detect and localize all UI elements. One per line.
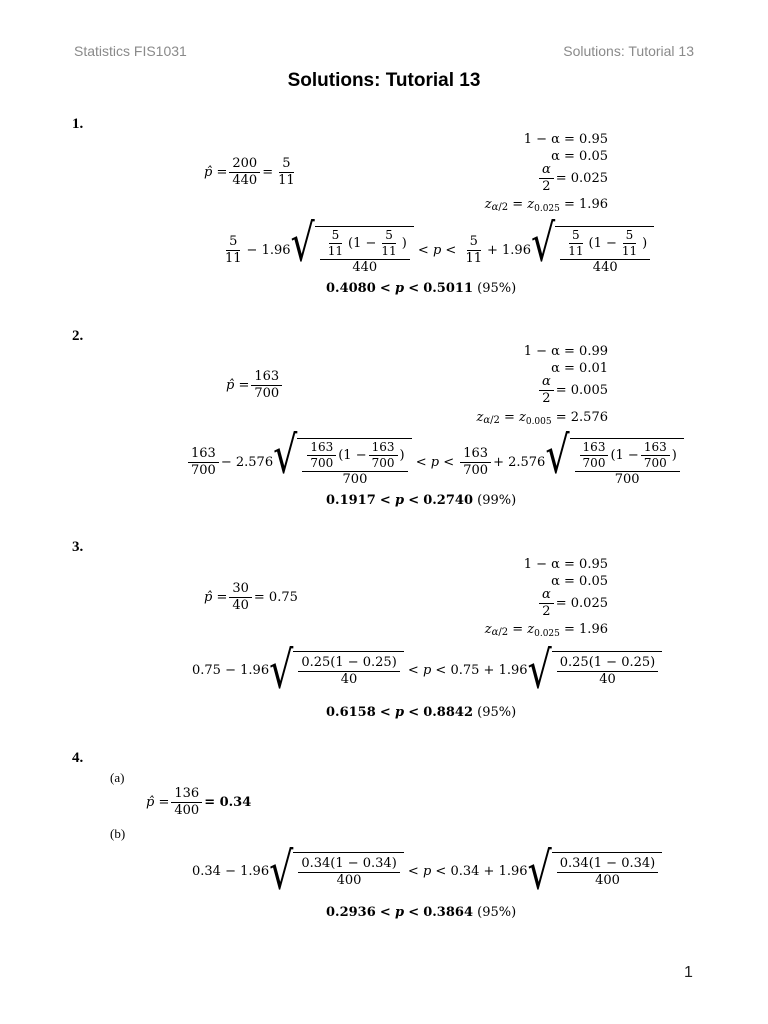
q4-part-a-label: (a) — [110, 770, 125, 785]
q2-z-critical: $z\alpha/2 = z_{0.005} = 2.576$ — [476, 410, 608, 427]
q1-result: 0.4080 < p < 0.5011 (95%) — [326, 281, 517, 296]
q1-z-critical: $z\alpha/2 = z_{0.025} = 1.96$ — [484, 197, 608, 214]
q3-confidence-level: 1 − α = 0.95 — [523, 557, 608, 572]
q3-interval-formula: 0.75 − 1.96 √ $\frac{0.25(1 - 0.25)}{40}$ < p < 0.75 + 1.96 √ $\frac{0.25(1 - 0.25)}{40}$ — [192, 651, 662, 689]
q1-half-alpha: $\frac{\alpha}{2}$ = 0.025 — [537, 163, 608, 195]
q3-half-alpha: $\frac{\alpha}{2}$ = 0.025 — [537, 588, 608, 620]
q1-interval-formula: $\frac{5}{11}$ − 1.96 √ $\frac{5}{11}$ ( 1 − $\frac{5}{11}$ ) 440 < p < $\frac{5}{11}$ + 1.96 √ $\frac{5}{11}$ ( 1 − $\frac{5}{11}$ ) 440 — [220, 226, 654, 276]
header-doc-title: Solutions: Tutorial 13 — [563, 43, 694, 59]
q2-half-alpha: $\frac{\alpha}{2}$ = 0.005 — [537, 375, 608, 407]
q4-interval-formula: 0.34 − 1.96 √ $\frac{0.34(1 - 0.34)}{400}$ < p < 0.34 + 1.96 √ $\frac{0.34(1 - 0.34)}{400}$ — [192, 852, 662, 890]
q2-interval-formula: $\frac{163}{700}$ − 2.576 √ $\frac{163}{700}$ ( 1 − $\frac{163}{700}$ ) 700 < p < $\frac{163}{700}$ + 2.576 √ $\frac{163}{700}$ ( 1 − $\frac{163}{700}$ ) 700 — [186, 438, 684, 488]
q4-part-b-label: (b) — [110, 826, 126, 841]
q1-phat-equation: p̂ = $\frac{200}{440}$ = $\frac{5}{11}$ — [204, 156, 295, 189]
q2-alpha: α = 0.01 — [551, 361, 608, 376]
question-1-number: 1. — [72, 116, 84, 132]
q1-confidence-level: 1 − α = 0.95 — [523, 132, 608, 147]
page-title: Solutions: Tutorial 13 — [287, 70, 481, 91]
page-number: 1 — [684, 964, 693, 981]
q2-phat-equation: p̂ = $\frac{163}{700}$ — [226, 370, 284, 402]
q2-result: 0.1917 < p < 0.2740 (99%) — [326, 493, 517, 508]
q4-result: 0.2936 < p < 0.3864 (95%) — [326, 905, 517, 920]
q2-confidence-level: 1 − α = 0.99 — [523, 344, 608, 359]
question-3-number: 3. — [72, 539, 84, 555]
question-4-number: 4. — [72, 750, 84, 766]
header-course: Statistics FIS1031 — [74, 43, 187, 59]
q3-alpha: α = 0.05 — [551, 574, 608, 589]
q1-alpha: α = 0.05 — [551, 149, 608, 164]
q4-phat-equation: p̂ = $\frac{136}{400}$ = 0.34 — [146, 786, 252, 819]
q3-phat-equation: p̂ = $\frac{30}{40}$ = 0.75 — [204, 581, 298, 614]
question-2-number: 2. — [72, 328, 84, 344]
q3-z-critical: $z\alpha/2 = z_{0.025} = 1.96$ — [484, 622, 608, 639]
q3-result: 0.6158 < p < 0.8842 (95%) — [326, 705, 517, 720]
